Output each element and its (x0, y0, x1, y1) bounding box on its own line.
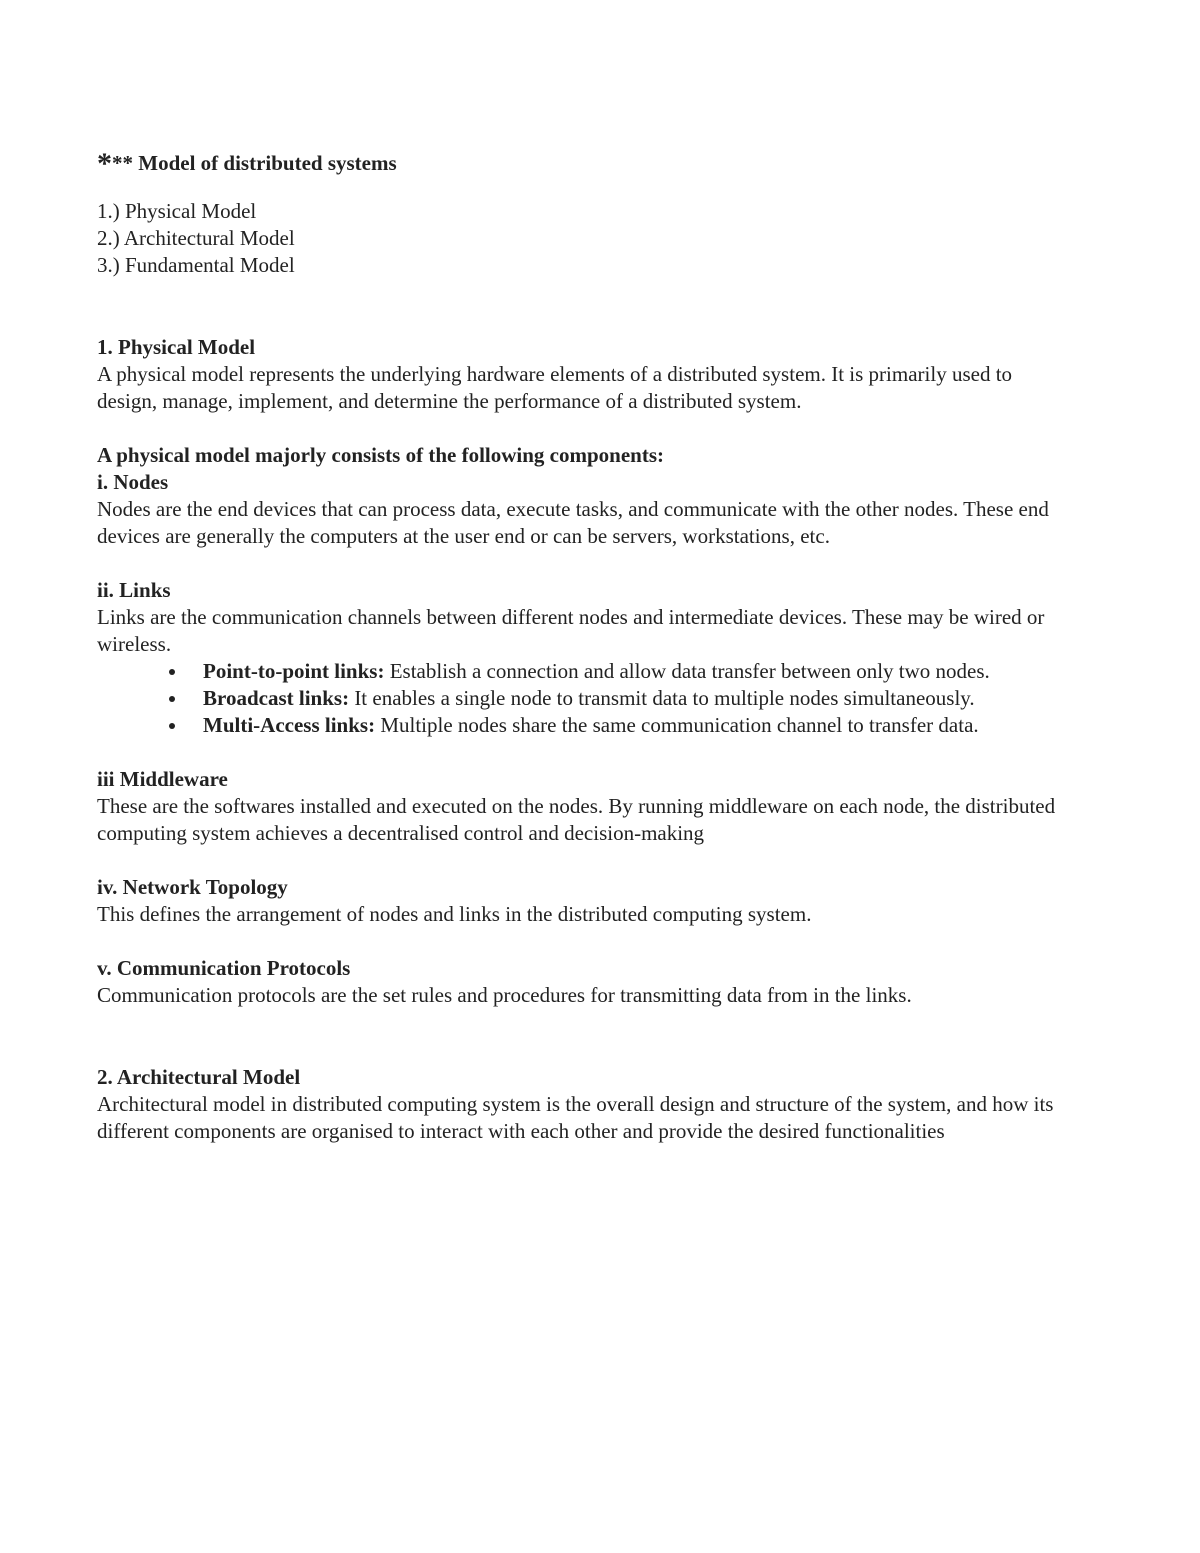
model-list (97, 198, 1077, 279)
link-type-item (97, 712, 1077, 739)
link-type-term: Multi-Access links: (203, 713, 376, 737)
topology-heading: iv. Network Topology (97, 875, 288, 899)
link-type-desc: It enables a single node to transmit data to multiple nodes simultaneously. (349, 686, 975, 710)
bullet-icon (169, 696, 175, 702)
model-list-item: 3.) Fundamental Model (97, 253, 295, 277)
links-heading: ii. Links (97, 578, 171, 602)
link-type-desc: Multiple nodes share the same communication channel to transfer data. (375, 713, 979, 737)
topology-text: This defines the arrangement of nodes and links in the distributed computing system. (97, 902, 812, 926)
physical-model-heading: 1. Physical Model (97, 335, 256, 359)
link-type-term: Broadcast links: (203, 686, 350, 710)
middleware-text: These are the softwares installed and executed on the nodes. By running middleware on each node, the distributed computing system achieves a decentralised control and decision-making (97, 794, 1056, 845)
protocols-text: Communication protocols are the set rules and procedures for transmitting data from in the links. (97, 983, 912, 1007)
document-title (97, 147, 1077, 180)
middleware-heading: iii Middleware (97, 767, 228, 791)
link-type-desc: Establish a connection and allow data transfer between only two nodes. (384, 659, 990, 683)
title-text: ** Model of distributed systems (112, 151, 397, 175)
document-content (97, 147, 1077, 1145)
physical-model-intro: A physical model represents the underlying hardware elements of a distributed system. It is primarily used to design, manage, implement, and determine the performance of a distributed system. (97, 362, 1013, 413)
architectural-model-heading: 2. Architectural Model (97, 1065, 301, 1089)
nodes-heading: i. Nodes (97, 470, 169, 494)
links-text: Links are the communication channels between different nodes and intermediate devices. These may be wired or wireless. (97, 605, 1045, 656)
nodes-text: Nodes are the end devices that can process data, execute tasks, and communicate with the other nodes. These end devices are generally the computers at the user end or can be servers, workstations, etc. (97, 497, 1049, 548)
protocols-heading: v. Communication Protocols (97, 956, 351, 980)
link-type-item (97, 658, 1077, 685)
title-star: * (97, 147, 112, 180)
link-types-list (97, 658, 1077, 739)
bullet-icon (169, 723, 175, 729)
model-list-item: 1.) Physical Model (97, 199, 257, 223)
components-heading: A physical model majorly consists of the following components: (97, 443, 664, 467)
architectural-model-text: Architectural model in distributed computing system is the overall design and structure of the system, and how its different components are organised to interact with each other and provide the desired functionalities (97, 1092, 1054, 1143)
model-list-item: 2.) Architectural Model (97, 226, 295, 250)
link-type-term: Point-to-point links: (203, 659, 385, 683)
bullet-icon (169, 669, 175, 675)
link-type-item (97, 685, 1077, 712)
